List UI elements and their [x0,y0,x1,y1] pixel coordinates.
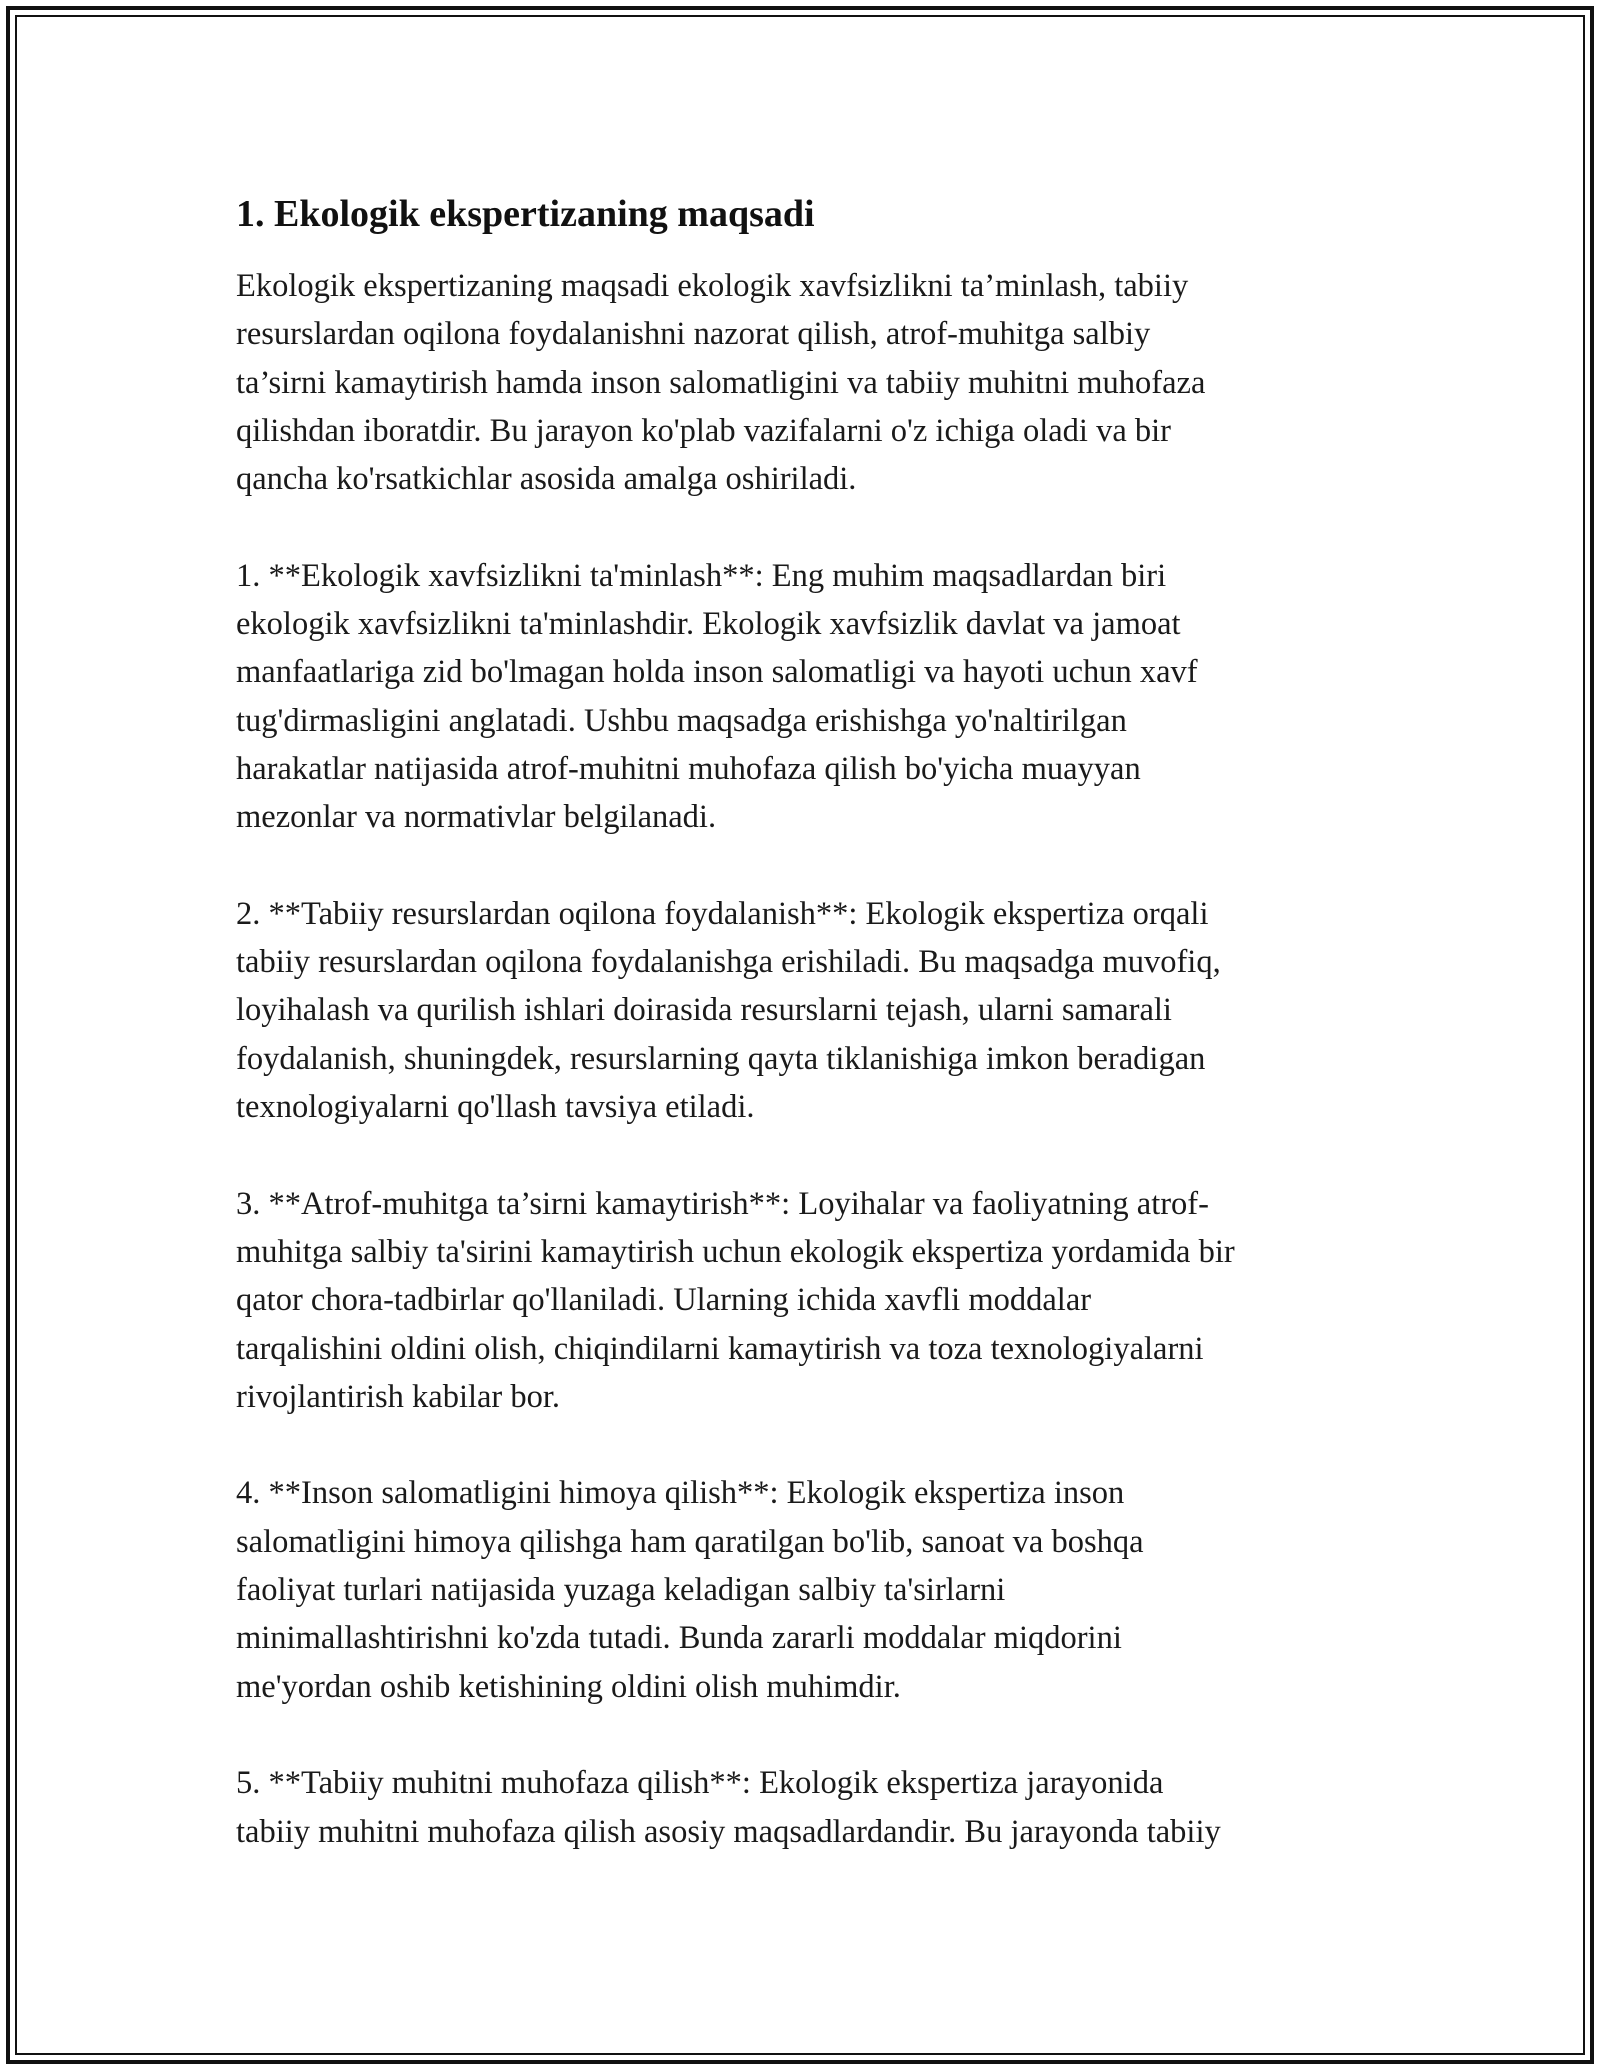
text-line: resurslardan oqilona foydalanishni nazorat qilish, atrof-muhitga salbiy [236,316,1151,353]
text-line: 3. **Atrof-muhitga ta’sirni kamaytirish**: Loyihalar va faoliyatning atrof- [236,1185,1209,1222]
text-line: muhitga salbiy ta'sirini kamaytirish uchun ekologik ekspertiza yordamida bir [236,1233,1235,1270]
text-line: 1. **Ekologik xavfsizlikni ta'minlash**: Eng muhim maqsadlardan biri [236,557,1167,594]
text-line: 2. **Tabiiy resurslardan oqilona foydalanish**: Ekologik ekspertiza orqali [236,895,1209,932]
paragraph-intro [236,262,1376,503]
text-line: tarqalishini oldini olish, chiqindilarni kamaytirish va toza texnologiyalarni [236,1330,1204,1367]
paragraph-item-4 [236,1469,1376,1710]
text-line: qilishdan iboratdir. Bu jarayon ko'plab vazifalarni o'z ichiga oladi va bir [236,412,1171,449]
paragraph-item-3 [236,1180,1376,1421]
text-line: tug'dirmasligini anglatadi. Ushbu maqsadga erishishga yo'naltirilgan [236,702,1127,739]
paragraph-item-2 [236,890,1376,1131]
text-line: loyihalash va qurilish ishlari doirasida resurslarni tejash, ularni samarali [236,992,1172,1029]
section-heading: 1. Ekologik ekspertizaning maqsadi [236,193,815,235]
text-line: texnologiyalarni qo'llash tavsiya etiladi. [236,1089,755,1126]
document-body [236,186,1376,1904]
text-line: Ekologik ekspertizaning maqsadi ekologik xavfsizlikni ta’minlash, tabiiy [236,268,1189,304]
text-line: 5. **Tabiiy muhitni muhofaza qilish**: Ekologik ekspertiza jarayonida [236,1765,1164,1802]
paragraph-item-1 [236,552,1376,842]
text-line: 4. **Inson salomatligini himoya qilish**: Ekologik ekspertiza inson [236,1475,1125,1512]
text-line: qator chora-tadbirlar qo'llaniladi. Ularning ichida xavfli moddalar [236,1282,1092,1319]
text-line: rivojlantirish kabilar bor. [236,1378,561,1415]
text-line: mezonlar va normativlar belgilanadi. [236,799,717,836]
paragraph-item-5 [236,1759,1376,1856]
text-line: tabiiy muhitni muhofaza qilish asosiy maqsadlardandir. Bu jarayonda tabiiy [236,1813,1221,1850]
text-line: ta’sirni kamaytirish hamda inson salomatligini va tabiiy muhitni muhofaza [236,364,1206,401]
text-line: salomatligini himoya qilishga ham qaratilgan bo'lib, sanoat va boshqa [236,1523,1144,1560]
text-line: tabiiy resurslardan oqilona foydalanishga erishiladi. Bu maqsadga muvofiq, [236,944,1221,981]
text-line: me'yordan oshib ketishining oldini olish muhimdir. [236,1668,901,1705]
text-line: ekologik xavfsizlikni ta'minlashdir. Ekologik xavfsizlik davlat va jamoat [236,606,1181,643]
text-line: minimallashtirishni ko'zda tutadi. Bunda zararli moddalar miqdorini [236,1620,1122,1657]
text-line: manfaatlariga zid bo'lmagan holda inson salomatligi va hayoti uchun xavf [236,654,1198,691]
text-line: foydalanish, shuningdek, resurslarning qayta tiklanishiga imkon beradigan [236,1040,1206,1077]
text-line: qancha ko'rsatkichlar asosida amalga oshiriladi. [236,461,857,498]
text-line: faoliyat turlari natijasida yuzaga keladigan salbiy ta'sirlarni [236,1572,1006,1609]
text-line: harakatlar natijasida atrof-muhitni muhofaza qilish bo'yicha muayyan [236,750,1141,787]
